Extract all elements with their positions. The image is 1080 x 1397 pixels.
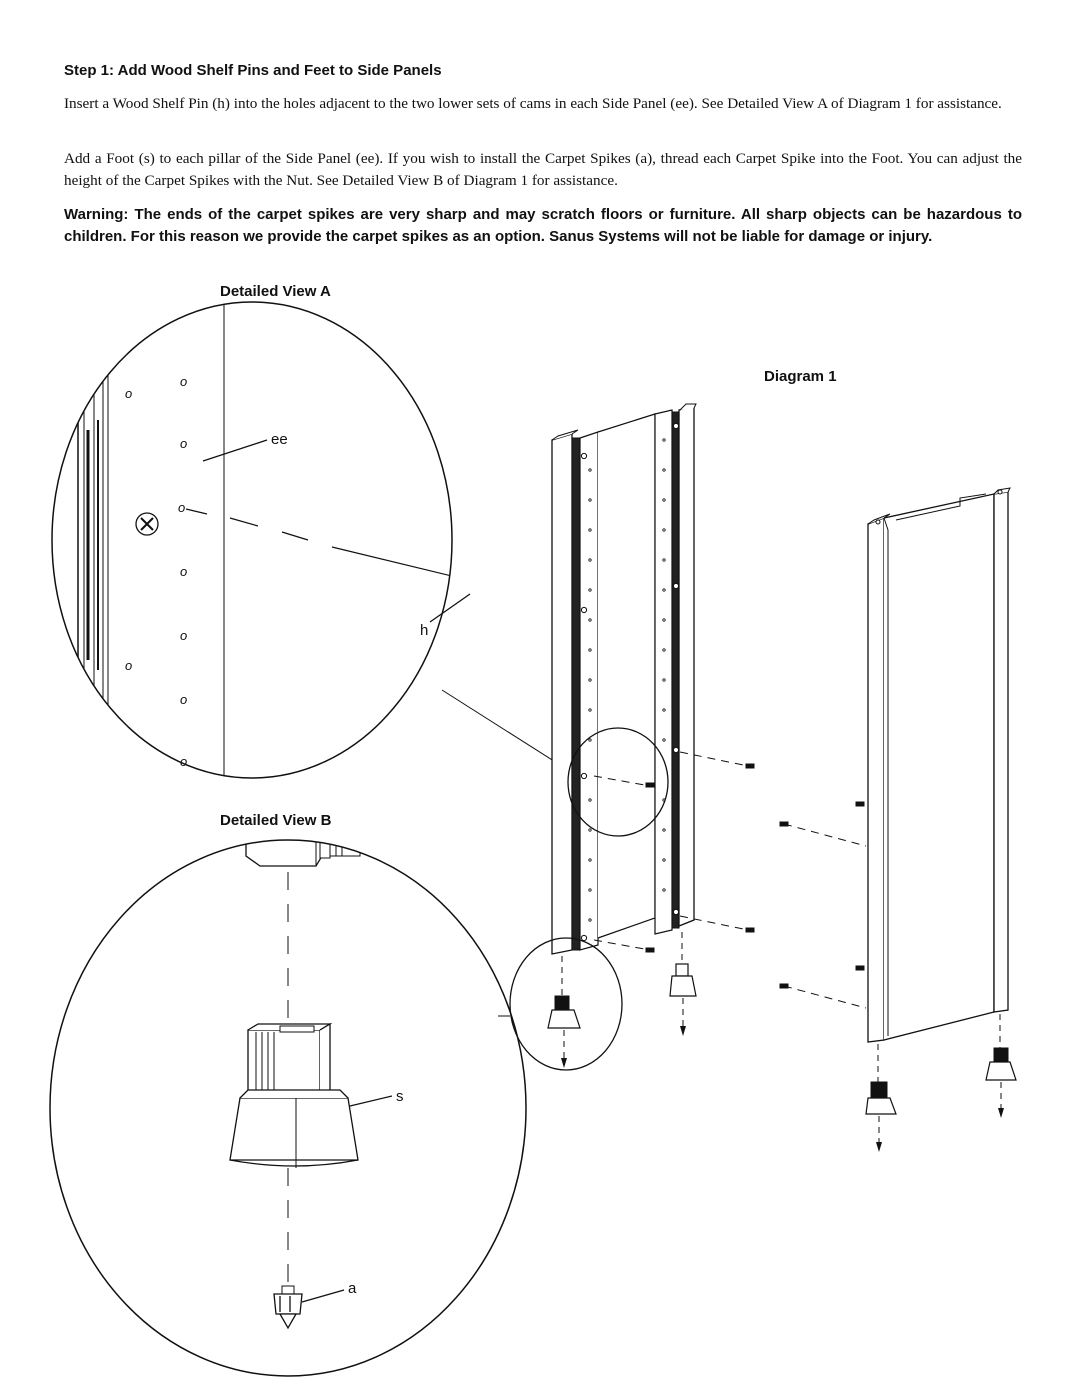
label-ee: ee (271, 431, 288, 448)
hole-marker: o (180, 374, 188, 389)
foot-icon (230, 1024, 358, 1168)
foot-icon (986, 1014, 1016, 1118)
label-s: s (396, 1088, 404, 1105)
foot-icon (670, 932, 696, 1036)
detailed-view-b (50, 838, 526, 1376)
hole-marker: o (125, 386, 133, 401)
detailed-view-b-title: Detailed View B (220, 812, 332, 829)
carpet-spike-icon (274, 1286, 302, 1328)
label-a: a (348, 1280, 357, 1297)
hole-marker: o (180, 628, 188, 643)
diagram-1-title: Diagram 1 (764, 368, 837, 385)
detailed-view-a-circle (52, 302, 452, 778)
side-panel-left (552, 404, 696, 954)
side-panel-right (868, 488, 1010, 1042)
instruction-paragraph-feet: Add a Foot (s) to each pillar of the Side Panel (ee). If you wish to install the Carpet Spikes (a), thread each Carpet Spike into the Foot. You can adjust the height of the Carpet Spikes with the Nut. See Detailed View B of Diagram 1 for assistance. (64, 150, 1022, 189)
foot-icon (866, 1044, 896, 1152)
wood-shelf-pin-icon (459, 576, 495, 597)
warning-text: Warning: The ends of the carpet spikes are very sharp and may scratch floors or furniture. All sharp objects can be hazardous to children. For this reason we provide the carpet spikes as an option. Sanus Systems will not be liable for damage or injury. (64, 206, 1022, 245)
diagram-1 (510, 404, 1016, 1152)
hole-marker: o (178, 500, 186, 515)
hole-marker: o (180, 436, 188, 451)
hole-marker: o (180, 754, 188, 769)
instruction-paragraph-pins: Insert a Wood Shelf Pin (h) into the holes adjacent to the two lower sets of cams in each Side Panel (ee). See Detailed View A of Diagram 1 for assistance. (64, 95, 1002, 112)
hole-marker: o (180, 692, 188, 707)
panel-holes (125, 374, 187, 769)
hole-marker: o (180, 564, 188, 579)
foot-icon (548, 956, 580, 1068)
hole-marker: o (125, 658, 133, 673)
detailed-view-a-title: Detailed View A (220, 283, 331, 300)
label-h: h (420, 622, 429, 639)
cam-lock-icon (136, 513, 158, 535)
detailed-view-a (52, 300, 568, 800)
step-heading: Step 1: Add Wood Shelf Pins and Feet to Side Panels (64, 62, 442, 79)
